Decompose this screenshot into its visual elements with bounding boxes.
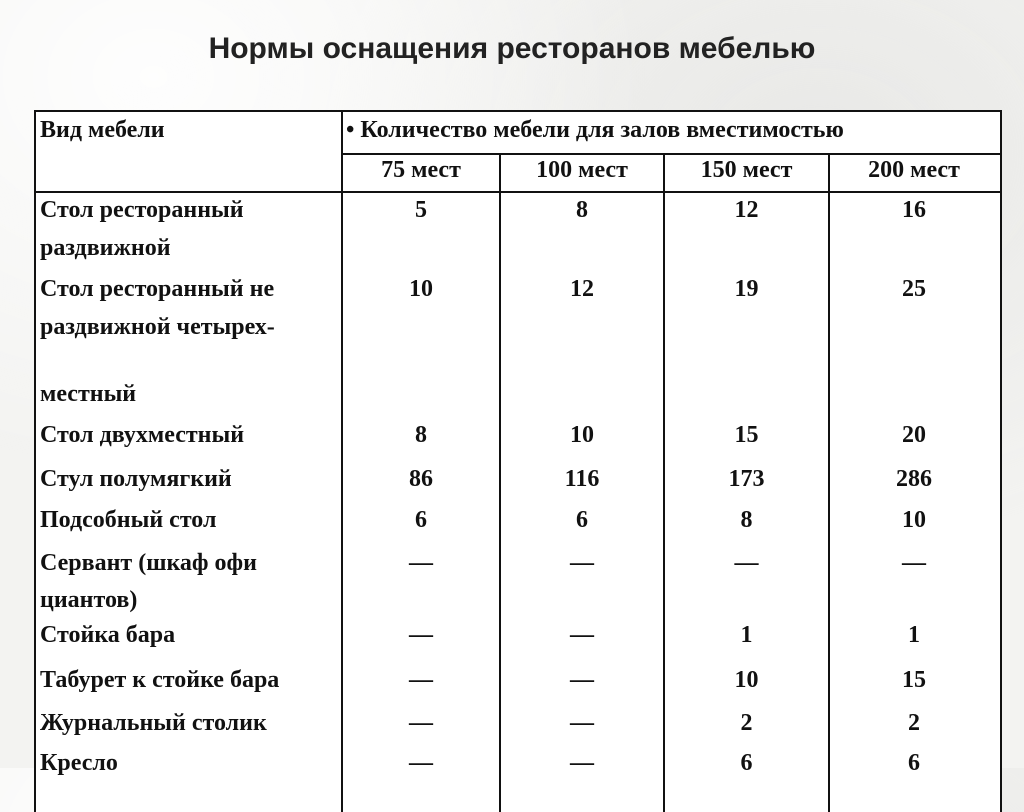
cell-value: 10 <box>570 422 594 448</box>
header-furniture-type: Вид мебели <box>40 117 165 143</box>
cell-value: 2 <box>740 710 753 736</box>
cell-value: — <box>570 710 594 736</box>
cell-value: 25 <box>902 276 926 302</box>
page-title: Нормы оснащения ресторанов мебелью <box>208 32 816 65</box>
cell-value: — <box>409 750 433 776</box>
row-name-line: Журнальный столик <box>40 710 267 736</box>
cell-value: 10 <box>409 276 433 302</box>
row-name-line: циантов) <box>40 587 138 613</box>
row-name-line: Стол ресторанный <box>40 197 244 223</box>
cell-value: 8 <box>740 507 753 533</box>
cell-value: 8 <box>415 422 427 448</box>
cell-value: 2 <box>908 710 920 736</box>
cell-value: 86 <box>409 466 433 492</box>
row-name-line: раздвижной <box>40 235 171 261</box>
cell-value: 6 <box>415 507 427 533</box>
cell-value: 15 <box>902 667 926 693</box>
cell-value: 1 <box>740 622 753 648</box>
column-header: 150 мест <box>700 157 793 183</box>
cell-value: — <box>734 550 759 576</box>
column-header: 75 мест <box>381 157 461 183</box>
row-name-line: раздвижной четырех- <box>40 314 275 340</box>
cell-value: — <box>409 622 433 648</box>
cell-value: — <box>409 667 433 693</box>
cell-value: 16 <box>902 197 926 223</box>
cell-value: 12 <box>570 276 594 302</box>
cell-value: 286 <box>896 466 932 492</box>
cell-value: — <box>570 622 594 648</box>
cell-value: 116 <box>564 466 600 492</box>
cell-value: 173 <box>728 466 765 492</box>
cell-value: 15 <box>734 422 759 448</box>
cell-value: — <box>409 550 433 576</box>
cell-value: 10 <box>902 507 926 533</box>
cell-value: — <box>570 750 594 776</box>
row-name-line: Табурет к стойке бара <box>40 667 280 693</box>
cell-value: — <box>902 550 926 576</box>
cell-value: 19 <box>734 276 759 302</box>
cell-value: 12 <box>734 197 759 223</box>
cell-value: 6 <box>576 507 588 533</box>
row-name-line: Стул полумягкий <box>40 466 232 492</box>
cell-value: — <box>570 667 594 693</box>
cell-value: — <box>409 710 433 736</box>
cell-value: 20 <box>902 422 926 448</box>
cell-value: 10 <box>734 667 759 693</box>
cell-value: 6 <box>908 750 920 776</box>
column-header: 200 мест <box>868 157 960 183</box>
header-quantity-group: • Количество мебели для залов вместимостью <box>346 117 844 143</box>
row-name-line: местный <box>40 381 137 407</box>
row-name-line: Сервант (шкаф офи <box>40 550 257 576</box>
cell-value: 5 <box>415 197 427 223</box>
cell-value: 6 <box>740 750 753 776</box>
row-name-line: Кресло <box>40 750 118 776</box>
row-name-line: Стол ресторанный не <box>40 276 275 302</box>
row-name-line: Стол двухместный <box>40 422 245 448</box>
row-name-line: Стойка бара <box>40 622 176 648</box>
row-name-line: Подсобный стол <box>40 507 217 533</box>
cell-value: 1 <box>908 622 920 648</box>
cell-value: — <box>570 550 594 576</box>
cell-value: 8 <box>576 197 588 223</box>
column-header: 100 мест <box>536 157 628 183</box>
furniture-norms-table <box>34 110 1002 812</box>
